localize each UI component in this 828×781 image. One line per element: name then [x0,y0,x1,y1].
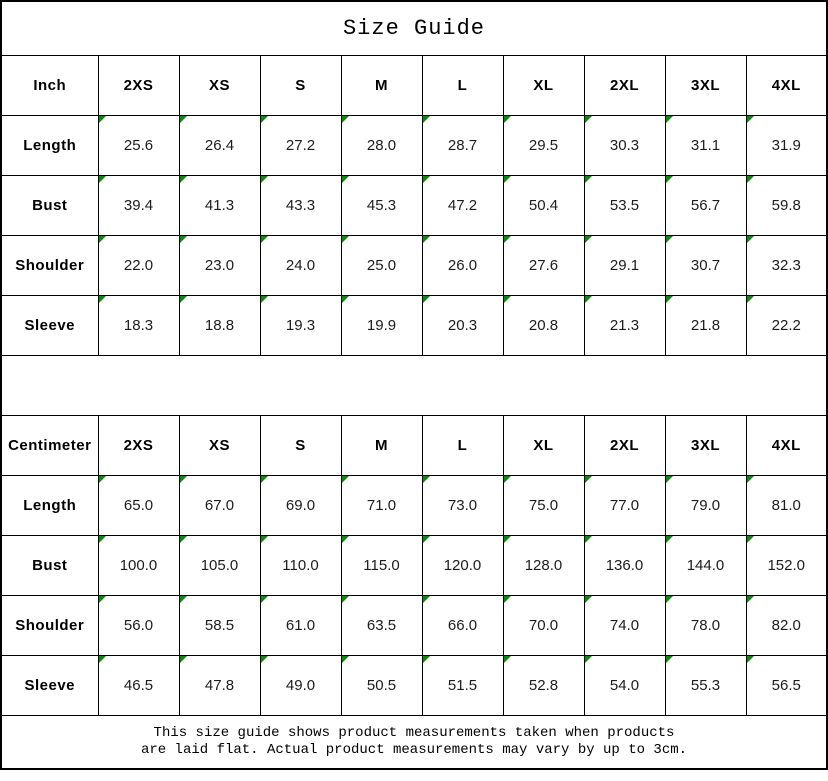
measurement-cell: 144.0 [665,536,746,596]
row-label: Bust [1,536,98,596]
corner-marker-icon [342,536,349,543]
measurement-cell: 100.0 [98,536,179,596]
measurement-cell: 47.8 [179,656,260,716]
corner-marker-icon [180,296,187,303]
measurement-cell: 49.0 [260,656,341,716]
row-label: Sleeve [1,296,98,356]
footer-row [1,716,827,770]
row-label: Shoulder [1,596,98,656]
corner-marker-icon [180,176,187,183]
corner-marker-icon [423,476,430,483]
corner-marker-icon [585,536,592,543]
measurement-cell: 26.4 [179,116,260,176]
size-header-cell: XS [179,56,260,116]
row-label: Bust [1,176,98,236]
measurement-cell: 66.0 [422,596,503,656]
measurement-cell: 63.5 [341,596,422,656]
size-header-cell: L [422,416,503,476]
corner-marker-icon [423,536,430,543]
corner-marker-icon [423,116,430,123]
size-header-cell: 3XL [665,416,746,476]
measurement-cell: 51.5 [422,656,503,716]
corner-marker-icon [747,476,754,483]
measurement-cell: 152.0 [746,536,827,596]
measurement-cell: 27.6 [503,236,584,296]
inch-bust-row [1,176,827,236]
corner-marker-icon [180,656,187,663]
measurement-cell: 55.3 [665,656,746,716]
measurement-cell: 52.8 [503,656,584,716]
corner-marker-icon [423,176,430,183]
inch-length-row [1,116,827,176]
size-header-cell: 3XL [665,56,746,116]
measurement-cell: 25.0 [341,236,422,296]
corner-marker-icon [180,536,187,543]
cm-sleeve-row [1,656,827,716]
corner-marker-icon [585,116,592,123]
row-label: Sleeve [1,656,98,716]
corner-marker-icon [99,176,106,183]
corner-marker-icon [747,236,754,243]
measurement-cell: 50.5 [341,656,422,716]
measurement-cell: 61.0 [260,596,341,656]
corner-marker-icon [666,536,673,543]
corner-marker-icon [504,536,511,543]
cm-length-row [1,476,827,536]
size-header-cell: 2XS [98,56,179,116]
measurement-cell: 56.0 [98,596,179,656]
corner-marker-icon [180,596,187,603]
corner-marker-icon [423,596,430,603]
measurement-cell: 78.0 [665,596,746,656]
corner-marker-icon [423,296,430,303]
corner-marker-icon [342,476,349,483]
measurement-cell: 59.8 [746,176,827,236]
corner-marker-icon [99,536,106,543]
measurement-cell: 110.0 [260,536,341,596]
corner-marker-icon [180,116,187,123]
measurement-cell: 136.0 [584,536,665,596]
corner-marker-icon [180,476,187,483]
measurement-cell: 21.8 [665,296,746,356]
measurement-cell: 39.4 [98,176,179,236]
inch-sleeve-row [1,296,827,356]
footer-line-1: This size guide shows product measurements taken when products [153,725,675,741]
measurement-cell: 73.0 [422,476,503,536]
corner-marker-icon [585,296,592,303]
corner-marker-icon [666,596,673,603]
corner-marker-icon [585,656,592,663]
corner-marker-icon [99,476,106,483]
row-label: Shoulder [1,236,98,296]
inch-shoulder-row [1,236,827,296]
cm-shoulder-row [1,596,827,656]
corner-marker-icon [342,176,349,183]
corner-marker-icon [261,596,268,603]
size-header-cell: XS [179,416,260,476]
corner-marker-icon [342,296,349,303]
corner-marker-icon [342,236,349,243]
size-header-cell: L [422,56,503,116]
measurement-cell: 65.0 [98,476,179,536]
unit-header-cell-centimeter: Centimeter [1,416,98,476]
size-header-cell: S [260,56,341,116]
measurement-cell: 56.7 [665,176,746,236]
corner-marker-icon [99,296,106,303]
measurement-cell: 20.8 [503,296,584,356]
size-header-cell: 4XL [746,56,827,116]
corner-marker-icon [666,476,673,483]
row-label: Length [1,116,98,176]
corner-marker-icon [666,656,673,663]
measurement-cell: 24.0 [260,236,341,296]
size-header-cell: XL [503,416,584,476]
measurement-cell: 45.3 [341,176,422,236]
unit-header-cell-inch: Inch [1,56,98,116]
measurement-cell: 23.0 [179,236,260,296]
corner-marker-icon [261,116,268,123]
measurement-cell: 74.0 [584,596,665,656]
size-header-cell: 2XL [584,56,665,116]
page-title: Size Guide [1,1,827,56]
corner-marker-icon [747,656,754,663]
corner-marker-icon [261,296,268,303]
measurement-cell: 46.5 [98,656,179,716]
measurement-cell: 41.3 [179,176,260,236]
corner-marker-icon [261,656,268,663]
measurement-cell: 28.0 [341,116,422,176]
measurement-cell: 22.2 [746,296,827,356]
corner-marker-icon [261,236,268,243]
corner-marker-icon [585,176,592,183]
corner-marker-icon [261,536,268,543]
measurement-cell: 19.3 [260,296,341,356]
measurement-cell: 53.5 [584,176,665,236]
measurement-cell: 29.5 [503,116,584,176]
measurement-cell: 25.6 [98,116,179,176]
corner-marker-icon [504,656,511,663]
measurement-cell: 79.0 [665,476,746,536]
measurement-cell: 50.4 [503,176,584,236]
corner-marker-icon [504,176,511,183]
size-header-cell: 2XL [584,416,665,476]
measurement-cell: 19.9 [341,296,422,356]
corner-marker-icon [342,116,349,123]
corner-marker-icon [504,236,511,243]
measurement-cell: 27.2 [260,116,341,176]
corner-marker-icon [504,596,511,603]
size-header-cell: S [260,416,341,476]
measurement-cell: 21.3 [584,296,665,356]
corner-marker-icon [423,236,430,243]
measurement-cell: 43.3 [260,176,341,236]
corner-marker-icon [342,596,349,603]
corner-marker-icon [99,656,106,663]
size-header-cell: M [341,416,422,476]
corner-marker-icon [423,656,430,663]
corner-marker-icon [504,296,511,303]
measurement-cell: 32.3 [746,236,827,296]
corner-marker-icon [342,656,349,663]
measurement-cell: 115.0 [341,536,422,596]
size-header-cell: M [341,56,422,116]
measurement-cell: 22.0 [98,236,179,296]
corner-marker-icon [99,236,106,243]
measurement-cell: 47.2 [422,176,503,236]
size-header-cell: 2XS [98,416,179,476]
measurement-cell: 69.0 [260,476,341,536]
measurement-cell: 120.0 [422,536,503,596]
corner-marker-icon [99,596,106,603]
centimeter-header-row [1,416,827,476]
corner-marker-icon [666,176,673,183]
cm-bust-row [1,536,827,596]
measurement-cell: 128.0 [503,536,584,596]
corner-marker-icon [747,296,754,303]
measurement-cell: 54.0 [584,656,665,716]
corner-marker-icon [504,476,511,483]
footer-line-2: are laid flat. Actual product measurements may vary by up to 3cm. [140,742,688,758]
measurement-cell: 105.0 [179,536,260,596]
corner-marker-icon [666,236,673,243]
measurement-cell: 71.0 [341,476,422,536]
measurement-cell: 75.0 [503,476,584,536]
corner-marker-icon [261,176,268,183]
inch-header-row [1,56,827,116]
corner-marker-icon [585,476,592,483]
measurement-cell: 31.1 [665,116,746,176]
measurement-cell: 29.1 [584,236,665,296]
measurement-cell: 30.3 [584,116,665,176]
corner-marker-icon [585,596,592,603]
measurement-cell: 20.3 [422,296,503,356]
size-header-cell: 4XL [746,416,827,476]
size-header-cell: XL [503,56,584,116]
corner-marker-icon [504,116,511,123]
measurement-cell: 77.0 [584,476,665,536]
corner-marker-icon [747,536,754,543]
measurement-cell: 70.0 [503,596,584,656]
spacer-row [1,356,827,416]
measurement-cell: 18.8 [179,296,260,356]
measurement-cell: 82.0 [746,596,827,656]
measurement-cell: 18.3 [98,296,179,356]
corner-marker-icon [666,296,673,303]
measurement-cell: 67.0 [179,476,260,536]
corner-marker-icon [747,176,754,183]
footer-note [1,716,827,770]
measurement-cell: 28.7 [422,116,503,176]
measurement-cell: 58.5 [179,596,260,656]
measurement-cell: 30.7 [665,236,746,296]
corner-marker-icon [747,116,754,123]
measurement-cell: 56.5 [746,656,827,716]
corner-marker-icon [180,236,187,243]
title-row [1,1,827,56]
measurement-cell: 81.0 [746,476,827,536]
corner-marker-icon [585,236,592,243]
row-label: Length [1,476,98,536]
corner-marker-icon [99,116,106,123]
spacer-cell [1,356,827,416]
corner-marker-icon [747,596,754,603]
measurement-cell: 31.9 [746,116,827,176]
corner-marker-icon [666,116,673,123]
measurement-cell: 26.0 [422,236,503,296]
corner-marker-icon [261,476,268,483]
